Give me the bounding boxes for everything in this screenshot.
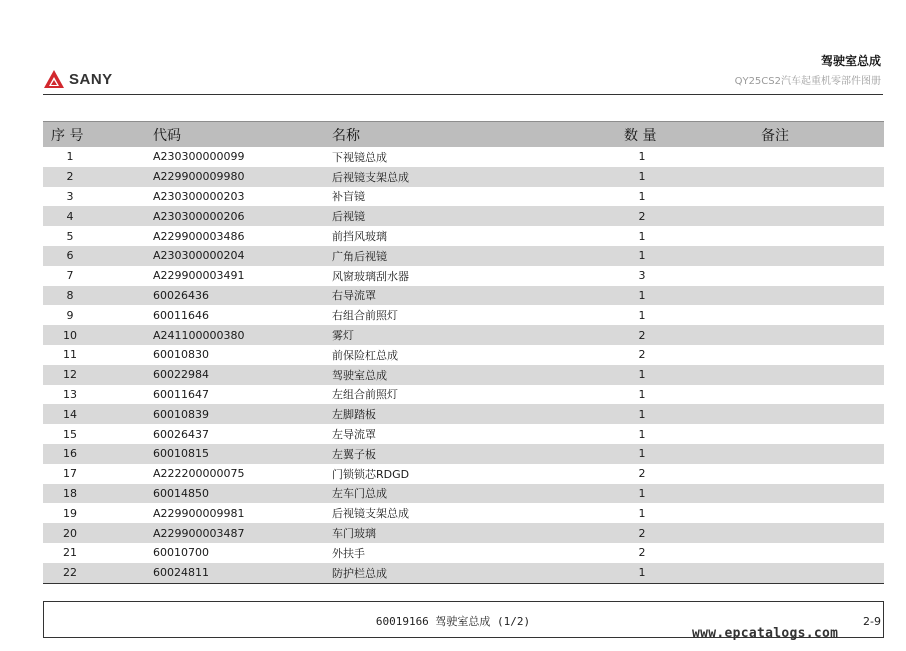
table-row [43, 484, 884, 504]
page-number: 2-9 [863, 615, 881, 628]
cell-name: 后视镜支架总成 [332, 507, 409, 521]
cell-code: A229900009980 [153, 170, 245, 184]
cell-code: 60011646 [153, 308, 209, 322]
col-header-code: 代码 [153, 127, 181, 144]
cell-no: 11 [63, 348, 77, 362]
cell-name: 门锁锁芯RDGD [332, 467, 410, 481]
table-row [43, 543, 884, 563]
cell-no: 20 [63, 526, 77, 540]
cell-code: A230300000206 [153, 209, 245, 223]
table-row [43, 503, 884, 523]
cell-no: 14 [63, 407, 77, 421]
doc-subtitle: QY25CS2汽车起重机零部件图册 [734, 76, 881, 87]
cell-qty: 1 [638, 288, 646, 302]
cell-code: A230300000099 [153, 150, 245, 164]
cell-no: 10 [63, 328, 77, 342]
cell-no: 5 [66, 229, 74, 243]
cell-no: 15 [63, 427, 77, 441]
cell-qty: 1 [638, 566, 646, 580]
table-row [43, 187, 884, 207]
cell-no: 21 [63, 546, 77, 560]
table-row [43, 226, 884, 246]
cell-code: 60022984 [153, 368, 209, 382]
col-header-name: 名称 [332, 127, 360, 144]
table-row [43, 325, 884, 345]
doc-title: 驾驶室总成 [820, 54, 881, 68]
cell-no: 16 [63, 447, 77, 461]
cell-no: 1 [66, 150, 74, 164]
cell-no: 7 [66, 269, 74, 283]
cell-code: 60011647 [153, 387, 209, 401]
cell-name: 后视镜 [332, 210, 365, 224]
cell-qty: 1 [638, 150, 646, 164]
cell-qty: 1 [638, 170, 646, 184]
cell-no: 22 [63, 566, 77, 580]
brand-name: SANY [69, 70, 113, 88]
cell-qty: 1 [638, 447, 646, 461]
cell-name: 左组合前照灯 [332, 388, 398, 402]
cell-code: A229900009981 [153, 506, 245, 520]
cell-qty: 1 [638, 387, 646, 401]
cell-no: 4 [66, 209, 74, 223]
cell-qty: 2 [638, 348, 646, 362]
table-row [43, 523, 884, 543]
cell-name: 下视镜总成 [332, 150, 387, 164]
table-row [43, 305, 884, 325]
sany-logo-icon [43, 69, 65, 89]
sany-logo [43, 68, 113, 90]
table-row [43, 246, 884, 266]
cell-code: 60010839 [153, 407, 209, 421]
table-row [43, 404, 884, 424]
cell-code: 60010830 [153, 348, 209, 362]
footer-caption: 60019166 驾驶室总成 (1/2) [375, 615, 531, 628]
cell-qty: 1 [638, 427, 646, 441]
cell-name: 防护栏总成 [332, 566, 387, 580]
table-row [43, 266, 884, 286]
cell-name: 后视镜支架总成 [332, 170, 409, 184]
cell-qty: 1 [638, 189, 646, 203]
cell-no: 6 [66, 249, 74, 263]
table-row [43, 424, 884, 444]
cell-qty: 2 [638, 209, 646, 223]
cell-name: 右导流罩 [332, 289, 376, 303]
cell-code: 60010700 [153, 546, 209, 560]
table-row [43, 385, 884, 405]
cell-name: 风窗玻璃刮水器 [332, 269, 409, 283]
cell-qty: 1 [638, 506, 646, 520]
cell-name: 补盲镜 [332, 190, 365, 204]
table-row [43, 563, 884, 583]
cell-no: 17 [63, 467, 77, 481]
cell-code: A229900003491 [153, 269, 245, 283]
cell-qty: 2 [638, 546, 646, 560]
header-divider [43, 94, 883, 95]
cell-qty: 1 [638, 407, 646, 421]
cell-name: 车门玻璃 [332, 527, 376, 541]
cell-name: 左翼子板 [332, 447, 376, 461]
table-row [43, 286, 884, 306]
cell-name: 前挡风玻璃 [332, 230, 387, 244]
cell-qty: 1 [638, 229, 646, 243]
cell-qty: 1 [638, 308, 646, 322]
cell-qty: 1 [638, 486, 646, 500]
cell-no: 18 [63, 486, 77, 500]
cell-code: 60010815 [153, 447, 209, 461]
cell-qty: 2 [638, 467, 646, 481]
cell-code: 60024811 [153, 566, 209, 580]
watermark-link[interactable]: www.epcatalogs.com [692, 626, 839, 641]
cell-code: A241100000380 [153, 328, 245, 342]
cell-code: 60026437 [153, 427, 209, 441]
cell-no: 19 [63, 506, 77, 520]
table-row [43, 167, 884, 187]
table-row [43, 345, 884, 365]
cell-no: 12 [63, 368, 77, 382]
cell-name: 左导流罩 [332, 428, 376, 442]
cell-code: A222200000075 [153, 467, 245, 481]
cell-no: 2 [66, 170, 74, 184]
cell-code: A230300000204 [153, 249, 245, 263]
cell-qty: 2 [638, 328, 646, 342]
cell-no: 9 [66, 308, 74, 322]
col-header-note: 备注 [761, 127, 789, 144]
col-header-no: 序 号 [51, 127, 84, 144]
table-body [43, 147, 884, 583]
cell-name: 右组合前照灯 [332, 309, 398, 323]
cell-name: 外扶手 [332, 546, 365, 560]
cell-code: A229900003487 [153, 526, 245, 540]
cell-name: 雾灯 [332, 329, 354, 343]
cell-no: 8 [66, 288, 74, 302]
cell-qty: 1 [638, 249, 646, 263]
table-bottom-rule [43, 583, 884, 584]
table-row [43, 206, 884, 226]
col-header-qty: 数 量 [624, 127, 657, 144]
cell-qty: 2 [638, 526, 646, 540]
cell-name: 左车门总成 [332, 487, 387, 501]
cell-name: 左脚踏板 [332, 408, 376, 422]
table-row [43, 365, 884, 385]
cell-name: 驾驶室总成 [332, 368, 387, 382]
cell-code: 60014850 [153, 486, 209, 500]
cell-no: 13 [63, 387, 77, 401]
cell-name: 前保险杠总成 [332, 348, 398, 362]
table-row [43, 464, 884, 484]
table-header [43, 121, 884, 147]
cell-code: 60026436 [153, 288, 209, 302]
parts-table [43, 121, 884, 584]
cell-no: 3 [66, 189, 74, 203]
table-row [43, 147, 884, 167]
table-row [43, 444, 884, 464]
cell-code: A230300000203 [153, 189, 245, 203]
cell-code: A229900003486 [153, 229, 245, 243]
cell-qty: 1 [638, 368, 646, 382]
cell-name: 广角后视镜 [332, 249, 387, 263]
cell-qty: 3 [638, 269, 646, 283]
